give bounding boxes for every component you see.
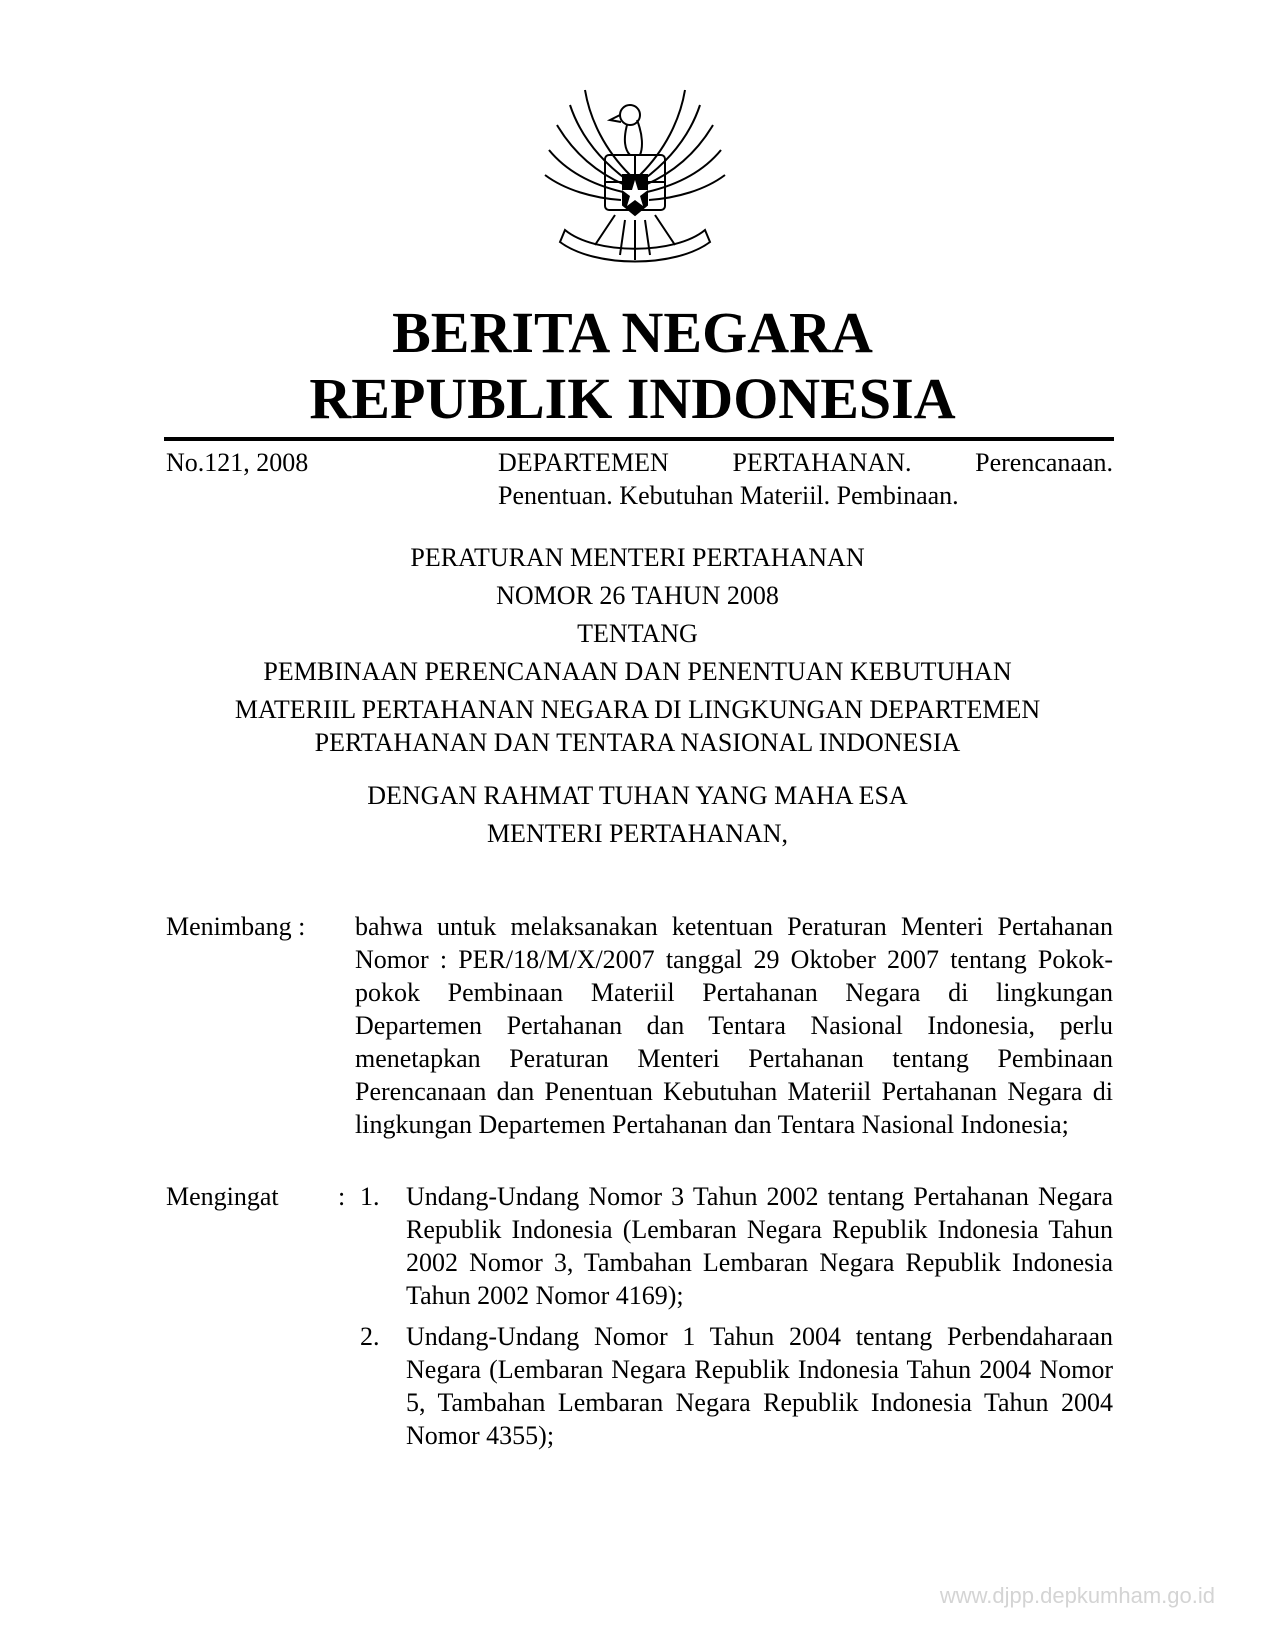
regulation-title-line-3: PERTAHANAN DAN TENTARA NASIONAL INDONESIA (314, 728, 961, 757)
garuda-emblem (535, 80, 735, 280)
issue-number: No.121, 2008 (166, 448, 309, 477)
regulation-issuer: MENTERI PERTAHANAN, (486, 819, 789, 848)
mengingat-item-2-text: Undang-Undang Nomor 1 Tahun 2004 tentang Perbendaharaan Negara (Lembaran Negara Republik Indonesia Tahun 2004 Nomor 5, Tambahan Lembaran Negara Republik Indonesia Tahun 2004 Nomor 4355); (406, 1322, 1113, 1450)
menimbang-text: bahwa untuk melaksanakan ketentuan Peraturan Menteri Pertahanan Nomor : PER/18/M/X/2007 tanggal 29 Oktober 2007 tentang Pokok-pokok Pembinaan Materiil Pertahanan Negara di lingkungan Departemen Pertahanan dan Tentara Nasional Indonesia, perlu menetapkan Peraturan Menteri Pertahanan tentang Pembinaan Perencanaan dan Penentuan Kebutuhan Materiil Pertahanan Negara di lingkungan Departemen Pertahanan dan Tentara Nasional Indonesia; (355, 912, 1113, 1139)
mengingat-colon: : (338, 1182, 346, 1211)
masthead-divider (164, 437, 1114, 441)
mengingat-item-2-number: 2. (360, 1322, 380, 1351)
masthead-line-1: BERITA NEGARA (392, 300, 873, 365)
issue-subject-line-2: Penentuan. Kebutuhan Materiil. Pembinaan. (498, 481, 959, 510)
regulation-about: TENTANG (577, 619, 698, 648)
regulation-title-line-2: MATERIIL PERTAHANAN NEGARA DI LINGKUNGAN DEPARTEMEN (234, 695, 1041, 724)
source-watermark: www.djpp.depkumham.go.id (939, 1583, 1215, 1608)
regulation-type: PERATURAN MENTERI PERTAHANAN (410, 543, 865, 572)
gazette-masthead (150, 300, 1115, 432)
mengingat-label: Mengingat (166, 1182, 279, 1211)
mengingat-item-1-text: Undang-Undang Nomor 3 Tahun 2002 tentang Pertahanan Negara Republik Indonesia (Lembaran Negara Republik Indonesia Tahun 2002 Nomor 3, Tambahan Lembaran Negara Republik Indonesia Tahun 2002 Nomor 4169); (406, 1182, 1113, 1310)
regulation-title-line-1: PEMBINAAN PERENCANAAN DAN PENENTUAN KEBUTUHAN (263, 657, 1012, 686)
menimbang-label: Menimbang : (166, 912, 306, 941)
regulation-preamble: DENGAN RAHMAT TUHAN YANG MAHA ESA (367, 781, 908, 810)
issue-subject-line-1: DEPARTEMEN PERTAHANAN. Perencanaan. (498, 448, 1113, 477)
mengingat-item-1-number: 1. (360, 1182, 380, 1211)
regulation-number: NOMOR 26 TAHUN 2008 (496, 581, 779, 610)
masthead-line-2: REPUBLIK INDONESIA (309, 366, 956, 431)
